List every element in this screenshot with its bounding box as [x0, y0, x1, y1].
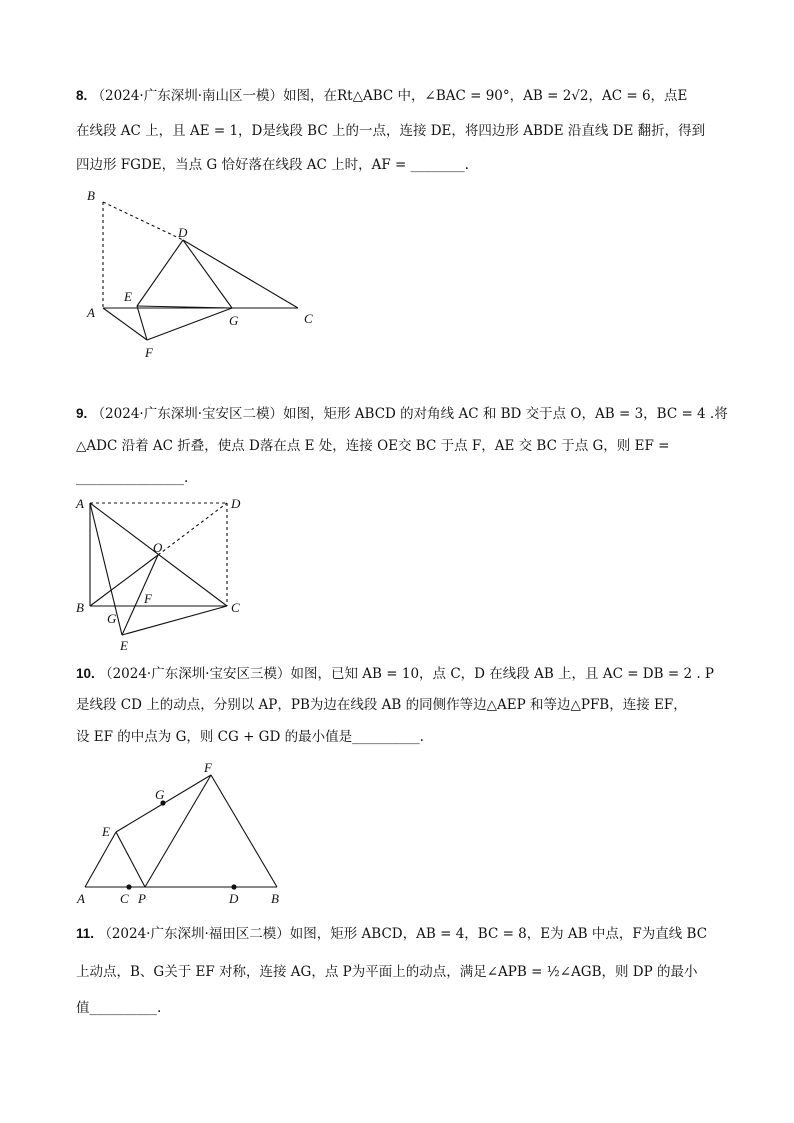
problem-10-text-3: 设 EF 的中点为 G，则 CG + GD 的最小值是__________.	[76, 729, 424, 745]
problem-9-number: 9.	[76, 406, 88, 421]
problem-10-text-1: （2024·广东深圳·宝安区三模）如图，已知 AB = 10，点 C，D 在线段 AB 上，且 AC = DB = 2 . P	[99, 666, 714, 682]
fig8-label-g: G	[229, 313, 239, 328]
fig10-point-c	[126, 884, 131, 889]
fig9-label-g: G	[107, 611, 117, 626]
problem-8-number: 8.	[76, 88, 88, 103]
fig10-label-e: E	[102, 824, 110, 839]
fig10-label-g: G	[155, 787, 165, 802]
problem-11-number: 11.	[76, 926, 95, 941]
problem-8-text-1: （2024·广东深圳·南山区一模）如图，在Rt△ABC 中，∠BAC = 90°，AB = 2√2，AC = 6，点E	[91, 88, 688, 104]
fig10-label-d: D	[229, 891, 239, 906]
fig9-label-e: E	[120, 638, 128, 653]
fig9-label-o: O	[153, 540, 163, 555]
problem-8-text-2: 在线段 AC 上，且 AE = 1，D是线段 BC 上的一点，连接 DE，将四边形 ABDE 沿直线 DE 翻折，得到	[76, 123, 706, 139]
fig9-label-a: A	[76, 496, 84, 511]
fig8-label-c: C	[304, 311, 313, 326]
fig9-label-f: F	[144, 591, 152, 606]
problem-11-text-3: 值__________.	[76, 1000, 162, 1016]
problem-10-text-2: 是线段 CD 上的动点，分别以 AP，PB为边在线段 AB 的同侧作等边△AEP 和等边△PFB，连接 EF，	[76, 697, 687, 713]
fig10-label-a: A	[77, 891, 85, 906]
fig8-label-d: D	[178, 225, 188, 240]
problem-11-text-1: （2024·广东深圳·福田区二模）如图，矩形 ABCD，AB = 4，BC = 8，E为 AB 中点，F为直线 BC	[98, 926, 708, 942]
fig8-label-b: B	[87, 188, 95, 203]
fig10-label-p: P	[138, 891, 146, 906]
problem-10-number: 10.	[76, 666, 95, 681]
fig8-label-f: F	[145, 345, 153, 360]
fig8-label-a: A	[87, 305, 95, 320]
problem-8-text-3: 四边形 FGDE，当点 G 恰好落在线段 AC 上时，AF = ________.	[76, 157, 469, 173]
problem-9-text-2: △ADC 沿着 AC 折叠，使点 D落在点 E 处，连接 OE交 BC 于点 F，AE 交 BC 于点 G，则 EF =	[76, 438, 670, 454]
fig9-label-b: B	[76, 600, 84, 615]
problem-9-text-3: ________________.	[76, 470, 189, 486]
problem-11-text-2: 上动点，B、G关于 EF 对称，连接 AG，点 P为平面上的动点，满足∠APB = ½∠AGB，则 DP 的最小	[76, 964, 698, 980]
fig10-label-b: B	[271, 891, 279, 906]
fig10-label-c: C	[120, 891, 129, 906]
fig9-label-d: D	[231, 496, 241, 511]
fig8-label-e: E	[124, 289, 132, 304]
fig9-label-c: C	[231, 600, 240, 615]
fig10-label-f: F	[204, 760, 212, 775]
fig10-line-ep	[116, 832, 145, 887]
problem-9-text-1: （2024·广东深圳·宝安区二模）如图，矩形 ABCD 的对角线 AC 和 BD 交于点 O，AB = 3，BC = 4 .将	[91, 406, 728, 422]
fig10-line-fb	[211, 775, 277, 887]
problem-11-line-1	[76, 924, 707, 944]
fig10-line-ae	[85, 832, 116, 887]
fig10-point-d	[231, 884, 236, 889]
